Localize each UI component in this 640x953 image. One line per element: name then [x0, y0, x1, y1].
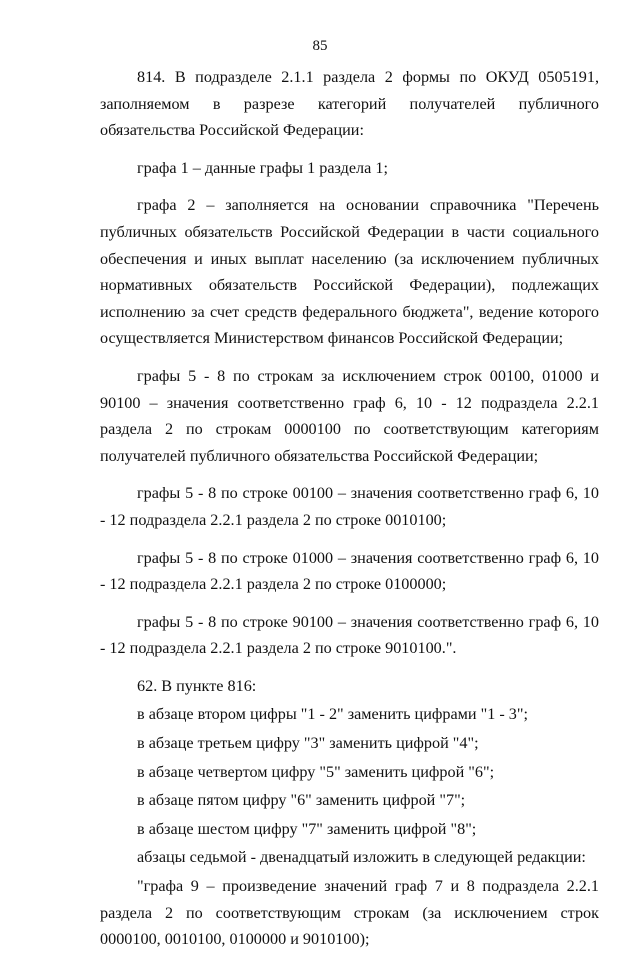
paragraph-columns-5-8-general: графы 5 - 8 по строкам за исключением строк 00100, 01000 и 90100 – значения соответственно граф 6, 10 - 12 подраздела 2.2.1 раздела 2 по строкам 0000100 по соответствующим категориям получателей публичного обязательства Российской Федерации; [100, 366, 599, 465]
paragraph-columns-5-8-row-90100: графы 5 - 8 по строке 90100 – значения соответственно граф 6, 10 - 12 подраздела 2.2.1 раздела 2 по строке 9010100.". [100, 612, 599, 658]
paragraph-column-2: графа 2 – заполняется на основании справочника "Перечень публичных обязательств Российской Федерации в части социального обеспечения и иных выплат населению (за исключением публичных нормативных обязательств Российской Федерации), подлежащих исполнению за счет средств федерального бюджета", ведение которого осуществляется Министерством финансов Российской Федерации; [100, 196, 599, 348]
paragraph-amend-fourth: в абзаце четвертом цифру "5" заменить цифрой "6"; [137, 762, 495, 781]
paragraph-amend-sixth: в абзаце шестом цифру "7" заменить цифрой "8"; [137, 819, 477, 838]
paragraph-columns-5-8-row-00100: графы 5 - 8 по строке 00100 – значения соответственно граф 6, 10 - 12 подраздела 2.2.1 раздела 2 по строке 0010100; [100, 484, 599, 529]
document-body [100, 64, 599, 953]
paragraph-column-9: "графа 9 – произведение значений граф 7 и 8 подраздела 2.2.1 раздела 2 по соответствующим строкам (за исключением строк 0000100, 0010100, 0100000 и 9010100); [100, 877, 599, 949]
paragraph-amend-seventh-twelfth: абзацы седьмой - двенадцатый изложить в следующей редакции: [137, 848, 586, 867]
paragraph-column-1: графа 1 – данные графы 1 раздела 1; [137, 158, 388, 177]
page-number: 85 [312, 38, 328, 54]
paragraph-amend-third: в абзаце третьем цифру "3" заменить цифрой "4"; [137, 734, 479, 753]
paragraph-columns-5-8-row-01000: графы 5 - 8 по строке 01000 – значения соответственно граф 6, 10 - 12 подраздела 2.2.1 раздела 2 по строке 0100000; [100, 548, 599, 594]
paragraph-62-heading: 62. В пункте 816: [137, 676, 257, 695]
paragraph-814-intro: 814. В подразделе 2.1.1 раздела 2 формы по ОКУД 0505191, заполняемом в разрезе категорий получателей публичного обязательства Российской Федерации: [100, 68, 599, 140]
paragraph-amend-fifth: в абзаце пятом цифру "6" заменить цифрой "7"; [137, 791, 466, 810]
paragraph-amend-second: в абзаце втором цифры "1 - 2" заменить цифрами "1 - 3"; [137, 705, 528, 724]
